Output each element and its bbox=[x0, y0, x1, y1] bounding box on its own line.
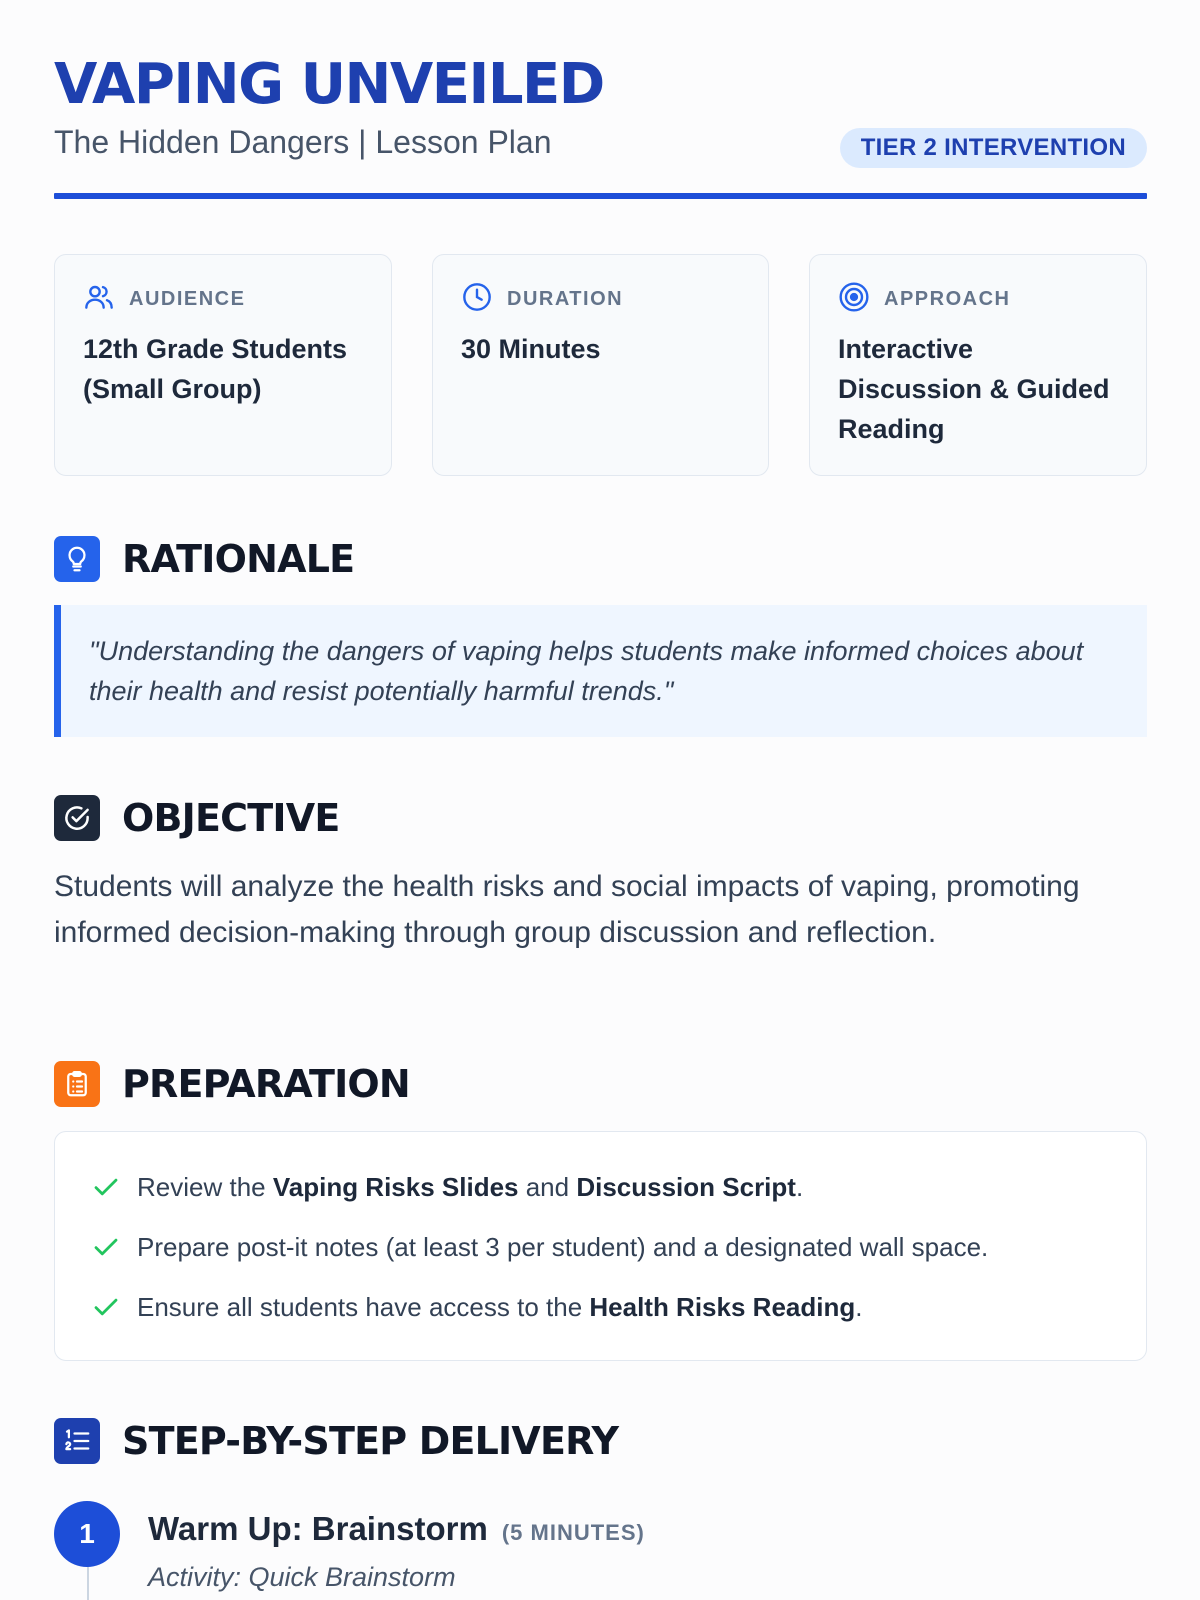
card-label: AUDIENCE bbox=[129, 287, 246, 310]
card-label: APPROACH bbox=[884, 287, 1011, 310]
step-name: Warm Up: Brainstorm bbox=[148, 1510, 488, 1547]
lesson-plan-page bbox=[54, 0, 1147, 1592]
section-title: RATIONALE bbox=[122, 537, 355, 581]
preparation-heading bbox=[54, 1060, 410, 1108]
page-title: VAPING UNVEILED bbox=[54, 52, 604, 117]
header bbox=[54, 0, 1147, 200]
header-divider bbox=[54, 193, 1147, 199]
step-activity: Activity: Quick Brainstorm bbox=[148, 1562, 456, 1592]
checklist-text: Review the Vaping Risks Slides and Discussion Script. bbox=[137, 1171, 804, 1202]
checkmark-icon bbox=[91, 1172, 121, 1202]
rationale-heading bbox=[54, 535, 354, 583]
info-cards bbox=[54, 254, 1147, 476]
card-value: 30 Minutes bbox=[461, 334, 601, 364]
lightbulb-icon bbox=[54, 536, 100, 582]
step-duration: (5 MINUTES) bbox=[501, 1520, 645, 1545]
users-icon bbox=[83, 281, 115, 318]
list-ordered-icon bbox=[54, 1418, 100, 1464]
objective-text: Students will analyze the health risks and social impacts of vaping, promoting informed decision-making through group discussion and reflection. bbox=[54, 870, 1080, 949]
section-title: STEP-BY-STEP DELIVERY bbox=[122, 1419, 619, 1463]
approach-card bbox=[809, 254, 1147, 476]
card-label: DURATION bbox=[507, 287, 624, 310]
section-title: PREPARATION bbox=[122, 1062, 410, 1106]
step-number: 1 bbox=[54, 1501, 120, 1567]
checklist-text: Prepare post-it notes (at least 3 per student) and a designated wall space. bbox=[137, 1231, 989, 1262]
clock-icon bbox=[461, 281, 493, 318]
preparation-checklist bbox=[54, 1131, 1147, 1361]
clipboard-icon bbox=[54, 1061, 100, 1107]
checkmark-icon bbox=[91, 1292, 121, 1322]
delivery-heading bbox=[54, 1417, 618, 1465]
objective-heading bbox=[54, 794, 339, 842]
page-subtitle: The Hidden Dangers | Lesson Plan bbox=[54, 124, 552, 160]
checklist-item bbox=[91, 1167, 803, 1207]
checklist-text: Ensure all students have access to the Health Risks Reading. bbox=[137, 1291, 863, 1322]
section-title: OBJECTIVE bbox=[122, 796, 340, 840]
duration-card bbox=[432, 254, 769, 476]
audience-card bbox=[54, 254, 392, 476]
card-value: 12th Grade Students (Small Group) bbox=[83, 334, 348, 404]
target-icon bbox=[838, 281, 870, 318]
tier-badge: TIER 2 INTERVENTION bbox=[840, 128, 1147, 168]
checklist-item bbox=[91, 1287, 862, 1327]
step-heading bbox=[148, 1510, 645, 1548]
card-value: Interactive Discussion & Guided Reading bbox=[838, 334, 1110, 444]
rationale-quote: "Understanding the dangers of vaping helps students make informed choices about their health and resist potentially harmful trends." bbox=[54, 605, 1147, 737]
checklist-item bbox=[91, 1227, 988, 1267]
checkmark-icon bbox=[91, 1232, 121, 1262]
check-circle-icon bbox=[54, 795, 100, 841]
